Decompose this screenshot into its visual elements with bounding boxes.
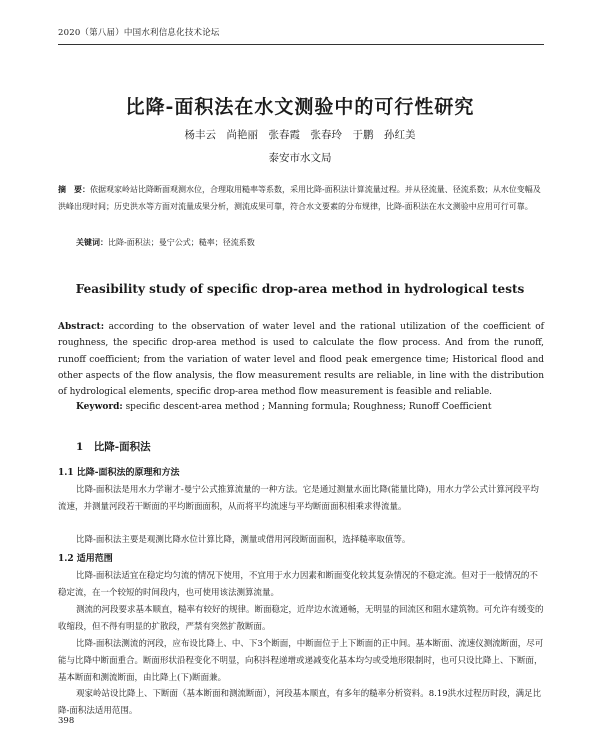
authors: 杨丰云 尚艳丽 张春霞 张春玲 于鹏 孙红美	[184, 129, 416, 141]
header-rule	[58, 44, 544, 45]
keywords-cn	[76, 237, 255, 248]
body-paragraph: 比降-面积法主要是观测比降水位计算比降，测量或借用河段断面面积，选择糙率取值等。	[76, 535, 411, 545]
body-paragraph: 观家岭站设比降上、下断面（基本断面和测流断面），河段基本顺直，有多年的糙率分析资料。8.19洪水过程历时段，满足比降-面积法适用范围。	[58, 689, 542, 716]
section-heading-1-2: 1.2 适用范围	[58, 554, 113, 564]
body-paragraph: 比降-面积法测流的河段，应布设比降上、中、下3个断面，中断面位于上下断面的正中间。基本断面、流速仪测流断面，尽可能与比降中断面重合。断面形状沿程变化不明显，向积抖程递增或递减变化基本均匀或受地形限制时，也可只设比降上、下断面，基本断面和测流断面，由比降上(下)断面兼。	[58, 639, 544, 683]
section-heading-1-1: 1.1 比降-面积法的原理和方法	[58, 468, 180, 478]
running-head: 2020（第八届）中国水利信息化技术论坛	[58, 28, 220, 38]
abstract-cn-text: 依据观家岭站比降断面观测水位，合理取用糙率等系数，采用比降-面积法计算流量过程。并从径流量、径流系数；从水位变幅及洪峰出现时间；历史洪水等方面对流量成果分析，测流成果可靠，符合水文要素的分布规律，比降-面积法在水文测验中应用可行可靠。	[58, 185, 541, 211]
abstract-en-label: Abstract:	[58, 322, 105, 332]
title-cn: 比降-面积法在水文测验中的可行性研究	[125, 96, 475, 118]
abstract-en	[58, 319, 544, 400]
page-number: 398	[58, 716, 75, 726]
affiliation: 泰安市水文局	[268, 152, 332, 164]
body-paragraph: 测流的河段要求基本顺直，糙率有较好的规律。断面稳定，近岸边水流通畅，无明显的回流区和阻水建筑物。可允许有缓变的收缩段，但不得有明显的扩散段，严禁有突然扩散断面。	[58, 605, 544, 632]
keywords-en-label: Keyword:	[76, 402, 123, 412]
section-heading-1: 1 比降-面积法	[76, 441, 151, 453]
title-en: Feasibility study of specific drop-area method in hydrological tests	[75, 282, 525, 296]
body-paragraph: 比降-面积法适宜在稳定均匀流的情况下使用，不宜用于水力因素和断面变化较其复杂情况的不稳定流。但对于一般情况的不稳定流，在一个较短的时间段内，也可使用该法测算流量。	[58, 571, 538, 598]
keywords-en-text: specific descent-area method ; Manning formula; Roughness; Runoff Coefficient	[125, 402, 492, 412]
abstract-cn	[58, 181, 544, 215]
keywords-en	[76, 402, 491, 412]
abstract-en-text: according to the observation of water level and the rational utilization of the coefficient of roughness, the specific drop-area method is used to calculate the flow process. And from the runoff, runoff coefficient; from the variation of water level and flood peak emergence time; Historical flood and other aspects of the flow analysis, the flow measurement results are reliable, in line with the distribution of hydrological elements, specific drop-area method flow measurement is feasible and reliable.	[58, 322, 544, 398]
keywords-cn-label: 关键词：	[76, 237, 108, 247]
body-paragraph: 比降-面积法是用水力学谢才-曼宁公式推算流量的一种方法。它是通过测量水面比降(能量比降)，用水力学公式计算河段平均流速，并测量河段若干断面的平均断面面积，从而将平均流速与平均断面面积相乘求得流量。	[58, 485, 539, 512]
keywords-cn-text: 比降-面积法；曼宁公式；糙率；径流系数	[108, 238, 255, 247]
abstract-cn-label: 摘 要：	[58, 184, 90, 194]
